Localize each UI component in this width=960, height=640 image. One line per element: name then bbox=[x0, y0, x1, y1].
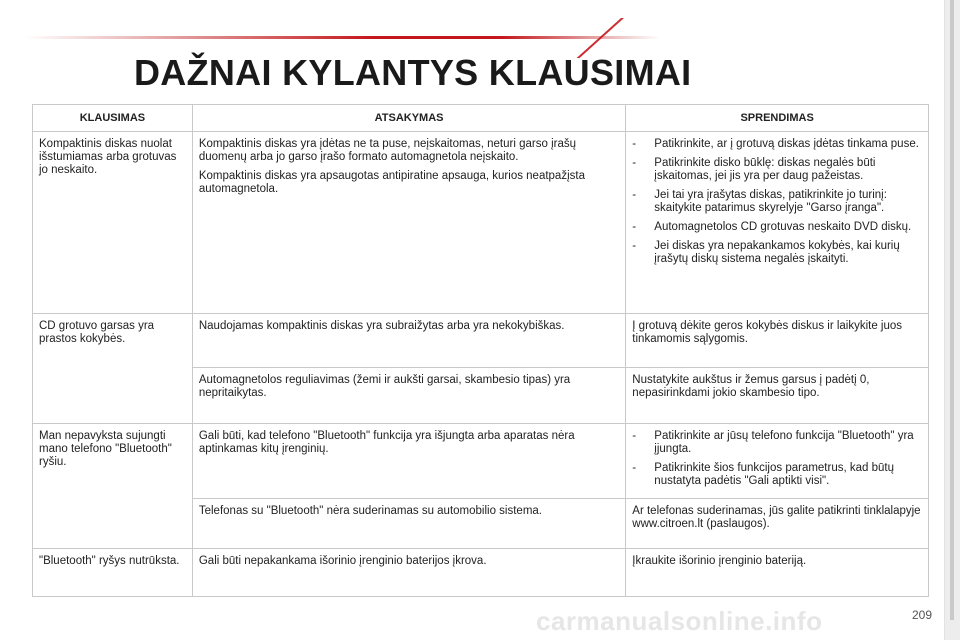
answer-cell: Gali būti, kad telefono "Bluetooth" funkcija yra išjungta arba aparatas nėra aptinkamas kitų įrenginių. bbox=[192, 424, 625, 499]
solution-text: Jei tai yra įrašytas diskas, patikrinkite jo turinį: skaitykite patarimus skyrelyje "Garso įranga". bbox=[654, 189, 887, 214]
solution-cell: Nustatykite aukštus ir žemus garsus į padėtį 0, nepasirinkdami jokio skambesio tipo. bbox=[626, 368, 929, 424]
header-solution: SPRENDIMAS bbox=[626, 105, 929, 132]
table-row bbox=[33, 314, 929, 368]
solution-item bbox=[632, 430, 922, 456]
dash-bullet: - bbox=[632, 462, 637, 474]
question-cell: "Bluetooth" ryšys nutrūksta. bbox=[33, 549, 193, 597]
dash-bullet: - bbox=[632, 430, 637, 442]
solution-text: Automagnetolos CD grotuvas neskaito DVD diskų. bbox=[654, 221, 912, 233]
dash-bullet: - bbox=[632, 221, 637, 233]
solution-text: Patikrinkite šios funkcijos parametrus, kad būtų nustatyta padėtis "Gali aptikti visi". bbox=[654, 462, 894, 487]
solution-cell: Įkraukite išorinio įrenginio bateriją. bbox=[626, 549, 929, 597]
table-row bbox=[33, 549, 929, 597]
table-row bbox=[33, 132, 929, 314]
solution-item bbox=[632, 462, 922, 488]
answer-cell: Automagnetolos reguliavimas (žemi ir aukšti garsai, skambesio tipas) yra nepritaikytas. bbox=[192, 368, 625, 424]
dash-bullet: - bbox=[632, 240, 637, 252]
table-row bbox=[33, 499, 929, 549]
question-cell bbox=[33, 499, 193, 549]
side-tab bbox=[950, 0, 954, 620]
dash-bullet: - bbox=[632, 138, 637, 150]
solution-text: Patikrinkite disko būklę: diskas negalės būti įskaitomas, jei jis yra per daug pažeistas. bbox=[654, 157, 876, 182]
solution-text: Patikrinkite ar jūsų telefono funkcija "Bluetooth" yra įjungta. bbox=[654, 430, 914, 455]
page-number: 209 bbox=[911, 608, 932, 622]
question-cell: Kompaktinis diskas nuolat išstumiamas arba grotuvas jo neskaito. bbox=[33, 132, 193, 314]
question-cell bbox=[33, 368, 193, 424]
answer-paragraph: Kompaktinis diskas yra įdėtas ne ta puse, neįskaitomas, neturi garso įrašų duomenų arba jo garso įrašo formato automagnetola neįskaito. bbox=[198, 138, 576, 163]
table-row bbox=[33, 424, 929, 499]
answer-cell: Naudojamas kompaktinis diskas yra subraižytas arba yra nekokybiškas. bbox=[192, 314, 625, 368]
answer-cell: Gali būti nepakankama išorinio įrenginio baterijos įkrova. bbox=[192, 549, 625, 597]
answer-cell bbox=[192, 132, 625, 314]
watermark: carmanualsonline.info bbox=[536, 606, 823, 636]
solution-item bbox=[632, 221, 922, 234]
solution-cell: Į grotuvą dėkite geros kokybės diskus ir laikykite juos tinkamomis sąlygomis. bbox=[626, 314, 929, 368]
header-answer: ATSAKYMAS bbox=[192, 105, 625, 132]
table-header-row bbox=[33, 105, 929, 132]
header-accent-line bbox=[24, 36, 660, 39]
solution-item bbox=[632, 157, 922, 183]
solution-cell bbox=[626, 132, 929, 314]
question-cell: CD grotuvo garsas yra prastos kokybės. bbox=[33, 314, 193, 368]
question-cell: Man nepavyksta sujungti mano telefono "Bluetooth" ryšiu. bbox=[33, 424, 193, 499]
answer-cell: Telefonas su "Bluetooth" nėra suderinamas su automobilio sistema. bbox=[192, 499, 625, 549]
side-tab-bar bbox=[944, 0, 960, 640]
page-title: DAŽNAI KYLANTYS KLAUSIMAI bbox=[134, 52, 692, 93]
solution-text: Jei diskas yra nepakankamos kokybės, kai kurių įrašytų diskų sistema negalės įskaityti. bbox=[654, 240, 900, 265]
solution-cell: Ar telefonas suderinamas, jūs galite patikrinti tinklalapyje www.citroen.lt (paslaugos). bbox=[626, 499, 929, 549]
solution-item bbox=[632, 138, 922, 151]
table-row bbox=[33, 368, 929, 424]
dash-bullet: - bbox=[632, 157, 637, 169]
dash-bullet: - bbox=[632, 189, 637, 201]
solution-item bbox=[632, 240, 922, 266]
solution-item bbox=[632, 189, 922, 215]
header-question: KLAUSIMAS bbox=[33, 105, 193, 132]
answer-paragraph: Kompaktinis diskas yra apsaugotas antipiratine apsauga, kurios neatpažįsta automagnetola. bbox=[198, 170, 585, 195]
solution-cell bbox=[626, 424, 929, 499]
solution-text: Patikrinkite, ar į grotuvą diskas įdėtas tinkama puse. bbox=[654, 138, 919, 150]
faq-table bbox=[32, 104, 929, 597]
